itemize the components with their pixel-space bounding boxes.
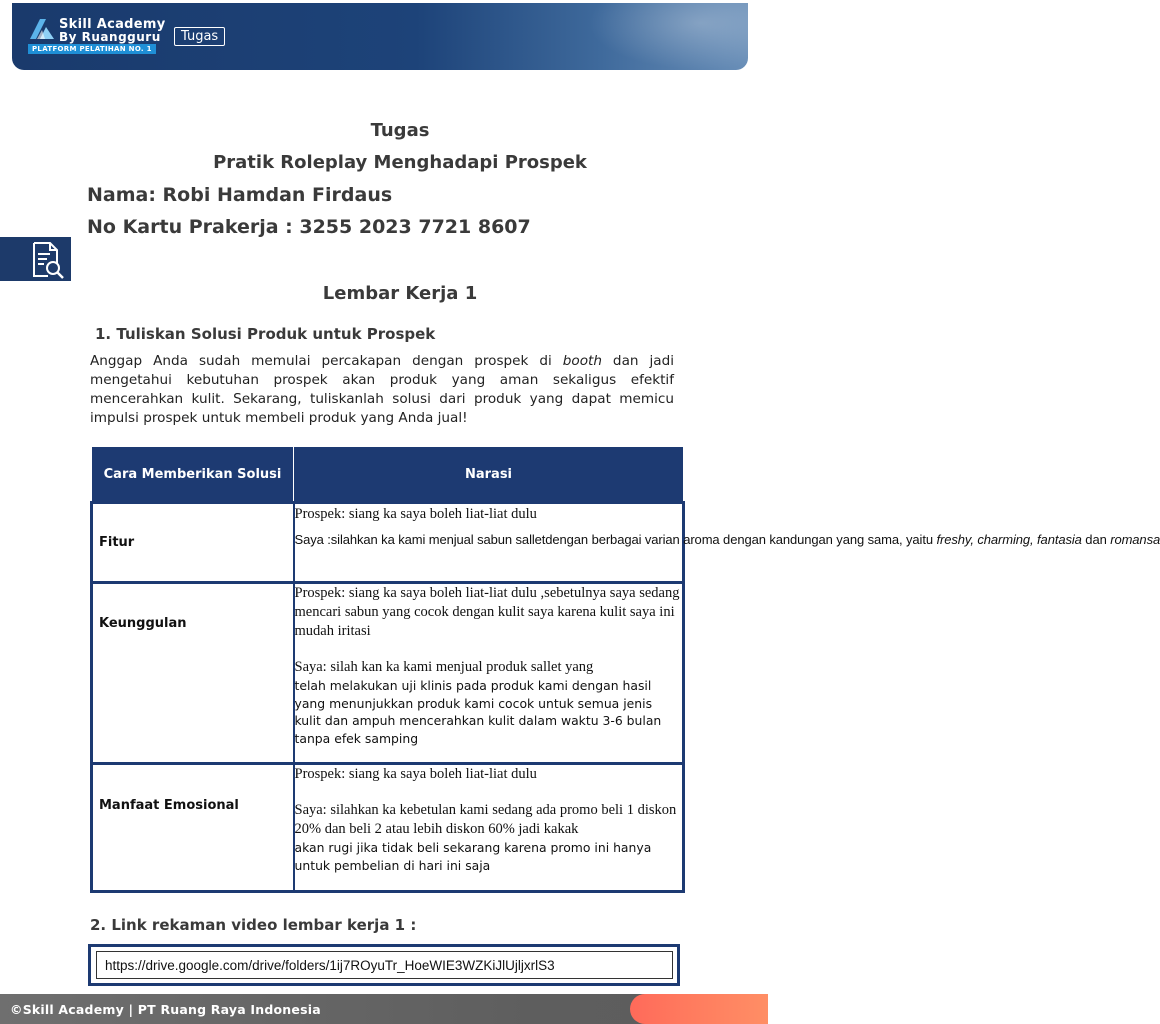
brand-name: Skill Academy <box>59 17 166 32</box>
saya-line: Saya: silah kan ka kami menjual produk sallet yang <box>294 659 594 675</box>
table-row <box>92 583 684 764</box>
header-banner <box>12 3 748 70</box>
saya-line-continued: akan rugi jika tidak beli sekarang karena promo ini hanya untuk pembelian di hari ini saja <box>294 840 652 873</box>
row-label: Keunggulan <box>99 615 187 631</box>
row-label-cell <box>92 764 294 892</box>
section1-heading: 1. Tuliskan Solusi Produk untuk Prospek <box>95 325 436 343</box>
footer-copyright: ©Skill Academy | PT Ruang Raya Indonesia <box>10 1002 321 1017</box>
doc-title: Tugas <box>370 120 430 141</box>
table-row <box>92 764 684 892</box>
table-row <box>92 503 684 583</box>
brand-tagline: PLATFORM PELATIHAN NO. 1 <box>28 44 156 54</box>
document-search-icon <box>30 241 66 279</box>
student-name: Nama: Robi Hamdan Firdaus <box>87 184 393 206</box>
narration-cell <box>294 583 684 764</box>
doc-subtitle: Pratik Roleplay Menghadapi Prospek <box>213 152 587 173</box>
col-header-method: Cara Memberikan Solusi <box>92 447 294 503</box>
row-label-cell <box>92 503 294 583</box>
video-link[interactable]: https://drive.google.com/drive/folders/1ij7ROyuTr_HoeWIE3WZKiJlUjljxrlS3 <box>96 951 673 979</box>
narration-cell <box>294 503 1160 583</box>
saya-line: Saya: silahkan ka kebetulan kami sedang ada promo beli 1 diskon 20% dan beli 2 atau lebih diskon 60% jadi kakak <box>294 802 677 837</box>
prospek-line: Prospek: siang ka saya boleh liat-liat dulu <box>294 766 537 782</box>
narration-cell <box>294 764 684 892</box>
col-header-narration: Narasi <box>294 447 684 503</box>
section-tag: Tugas <box>174 27 225 46</box>
prakerja-card-number: No Kartu Prakerja : 3255 2023 7721 8607 <box>87 216 531 238</box>
worksheet-title: Lembar Kerja 1 <box>322 283 478 304</box>
prospek-line: Prospek: siang ka saya boleh liat-liat dulu ,sebetulnya saya sedang mencari sabun yang cocok dengan kulit saya karena kulit saya ini mudah iritasi <box>294 585 680 639</box>
saya-line-continued: telah melakukan uji klinis pada produk kami dengan hasil yang menunjukkan produk kami cocok untuk semua jenis kulit dan ampuh mencerahkan kulit dalam waktu 3-6 bulan tanpa efek samping <box>294 678 662 746</box>
section1-instructions: Anggap Anda sudah memulai percakapan dengan prospek di booth dan jadi mengetahui kebutuhan prospek akan produk yang aman sekaligus efektif mencerahkan kulit. Sekarang, tuliskanlah solusi dari produk yang dapat memicu impulsi prospek untuk membeli produk yang Anda jual! <box>90 353 674 426</box>
footer-bar <box>0 994 768 1024</box>
section2-heading: 2. Link rekaman video lembar kerja 1 : <box>90 916 417 934</box>
row-label: Manfaat Emosional <box>99 797 239 813</box>
video-link-box <box>88 944 680 986</box>
footer-accent <box>630 994 768 1024</box>
header-hand-image <box>588 3 748 70</box>
side-document-badge <box>0 237 71 281</box>
row-label: Fitur <box>99 535 135 550</box>
skill-academy-logo-icon <box>28 18 56 40</box>
prospek-line: Prospek: siang ka saya boleh liat-liat dulu <box>294 506 537 522</box>
row-label-cell <box>92 583 294 764</box>
saya-line: Saya :silahkan ka kami menjual sabun salletdengan berbagai varian aroma dengan kandungan yang sama, yaitu freshy, charming, fantasia dan romansa <box>294 532 1160 547</box>
brand-subname: By Ruangguru <box>59 30 161 44</box>
table-header-row <box>92 447 684 503</box>
solution-table <box>90 446 1160 893</box>
